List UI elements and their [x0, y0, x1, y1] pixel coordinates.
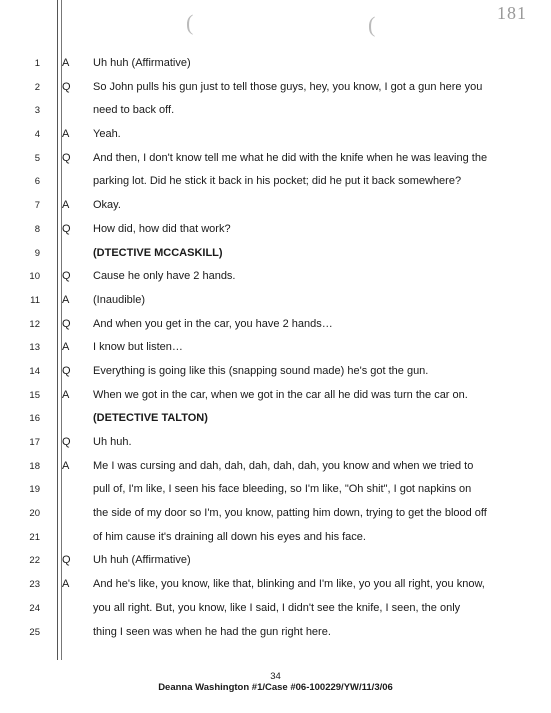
- speaker-label: A: [62, 293, 70, 306]
- line-number: 7: [34, 200, 40, 212]
- line-number: 4: [34, 129, 40, 141]
- transcript-line: [0, 147, 551, 171]
- line-number: 6: [34, 176, 40, 188]
- line-text: When we got in the car, when we got in the car all he did was turn the car on.: [93, 388, 468, 401]
- line-text: Uh huh.: [93, 436, 132, 448]
- transcript-line: [0, 170, 551, 194]
- transcript-line: [0, 76, 551, 100]
- line-number: 17: [29, 437, 40, 448]
- line-number: 1: [34, 58, 40, 69]
- line-number: 16: [29, 413, 40, 425]
- speaker-label: A: [62, 578, 70, 591]
- transcript-line: [0, 478, 551, 502]
- line-text: Me I was cursing and dah, dah, dah, dah, dah, you know and when we tried to: [93, 459, 474, 472]
- line-number: 22: [29, 555, 40, 567]
- handwritten-page-stamp: 181: [497, 3, 527, 23]
- transcript-line: [0, 99, 551, 123]
- line-number: 2: [34, 81, 40, 93]
- line-number: 14: [29, 365, 40, 377]
- line-number: 11: [30, 294, 40, 306]
- line-text: How did, how did that work?: [93, 222, 231, 235]
- section-heading: (DETECTIVE TALTON): [93, 412, 208, 425]
- line-number: 15: [29, 389, 40, 401]
- line-number: 10: [29, 271, 40, 283]
- transcript-line: [0, 313, 551, 337]
- transcript-line: [0, 265, 551, 289]
- transcript-line: [0, 407, 551, 431]
- line-number: 25: [29, 626, 40, 638]
- transcript-line: [0, 621, 551, 645]
- transcript-line: [0, 597, 551, 621]
- line-text: Cause he only have 2 hands.: [93, 270, 236, 283]
- line-text: Yeah.: [93, 128, 121, 141]
- speaker-label: Q: [62, 436, 71, 448]
- line-number: 5: [34, 152, 40, 164]
- line-number: 3: [34, 105, 40, 117]
- line-number: 24: [29, 602, 40, 614]
- line-text: (Inaudible): [93, 293, 145, 306]
- transcript-line: [0, 384, 551, 408]
- transcript-line: [0, 431, 551, 455]
- line-text: the side of my door so I'm, you know, patting him down, trying to get the blood off: [93, 507, 487, 520]
- transcript-line: [0, 336, 551, 360]
- scan-mark-right: (: [368, 12, 376, 37]
- line-text: of him cause it's draining all down his eyes and his face.: [93, 530, 366, 543]
- line-number: 8: [34, 223, 40, 235]
- speaker-label: Q: [62, 222, 71, 235]
- transcript-line: [0, 289, 551, 313]
- line-number: 19: [29, 484, 40, 496]
- speaker-label: A: [62, 128, 70, 141]
- line-text: parking lot. Did he stick it back in his pocket; did he put it back somewhere?: [93, 175, 462, 188]
- transcript-line: [0, 218, 551, 242]
- transcript-line: [0, 502, 551, 526]
- line-number: 13: [29, 342, 40, 354]
- speaker-label: A: [62, 199, 70, 212]
- speaker-label: Q: [62, 554, 71, 567]
- speaker-label: A: [62, 341, 70, 354]
- line-number: 20: [29, 508, 40, 520]
- speaker-label: A: [62, 459, 70, 472]
- speaker-label: Q: [62, 364, 71, 377]
- line-text: Uh huh (Affirmative): [93, 554, 191, 567]
- line-text: Everything is going like this (snapping sound made) he's got the gun.: [93, 364, 429, 377]
- line-text: And when you get in the car, you have 2 hands…: [93, 317, 333, 330]
- transcript-line: [0, 455, 551, 479]
- scan-mark-left: (: [186, 10, 194, 35]
- transcript-line: [0, 52, 551, 76]
- line-text: And he's like, you know, like that, blinking and I'm like, yo you all right, you know,: [93, 578, 485, 591]
- transcript-line: [0, 123, 551, 147]
- line-number: 21: [29, 531, 40, 543]
- line-text: thing I seen was when he had the gun right here.: [93, 625, 331, 638]
- line-number: 18: [29, 460, 40, 472]
- section-heading: (DTECTIVE MCCASKILL): [93, 246, 223, 259]
- transcript-line: [0, 360, 551, 384]
- speaker-label: Q: [62, 317, 71, 330]
- line-number: 12: [29, 318, 40, 330]
- transcript-lines: [0, 52, 551, 644]
- transcript-line: [0, 573, 551, 597]
- line-text: I know but listen…: [93, 341, 183, 354]
- line-text: you all right. But, you know, like I said, I didn't see the knife, I seen, the only: [93, 601, 461, 614]
- transcript-line: [0, 549, 551, 573]
- line-text: And then, I don't know tell me what he did with the knife when he was leaving the: [93, 151, 488, 164]
- transcript-line: [0, 242, 551, 266]
- speaker-label: Q: [62, 270, 71, 283]
- line-text: Okay.: [93, 199, 121, 212]
- speaker-label: A: [62, 388, 70, 401]
- line-text: Uh huh (Affirmative): [93, 57, 191, 69]
- speaker-label: Q: [62, 151, 71, 164]
- footer-case-line: Deanna Washington #1/Case #06-100229/YW/11/3/06: [158, 682, 393, 693]
- speaker-label: Q: [62, 80, 71, 93]
- footer-page-number: 34: [270, 671, 281, 682]
- speaker-label: A: [62, 57, 70, 69]
- line-text: need to back off.: [93, 104, 175, 117]
- line-text: pull of, I'm like, I seen his face bleeding, so I'm like, "Oh shit", I got napkins on: [93, 483, 472, 496]
- line-number: 23: [29, 579, 40, 591]
- transcript-line: [0, 194, 551, 218]
- transcript-line: [0, 526, 551, 550]
- line-text: So John pulls his gun just to tell those guys, hey, you know, I got a gun here you: [93, 80, 483, 93]
- line-number: 9: [34, 247, 40, 259]
